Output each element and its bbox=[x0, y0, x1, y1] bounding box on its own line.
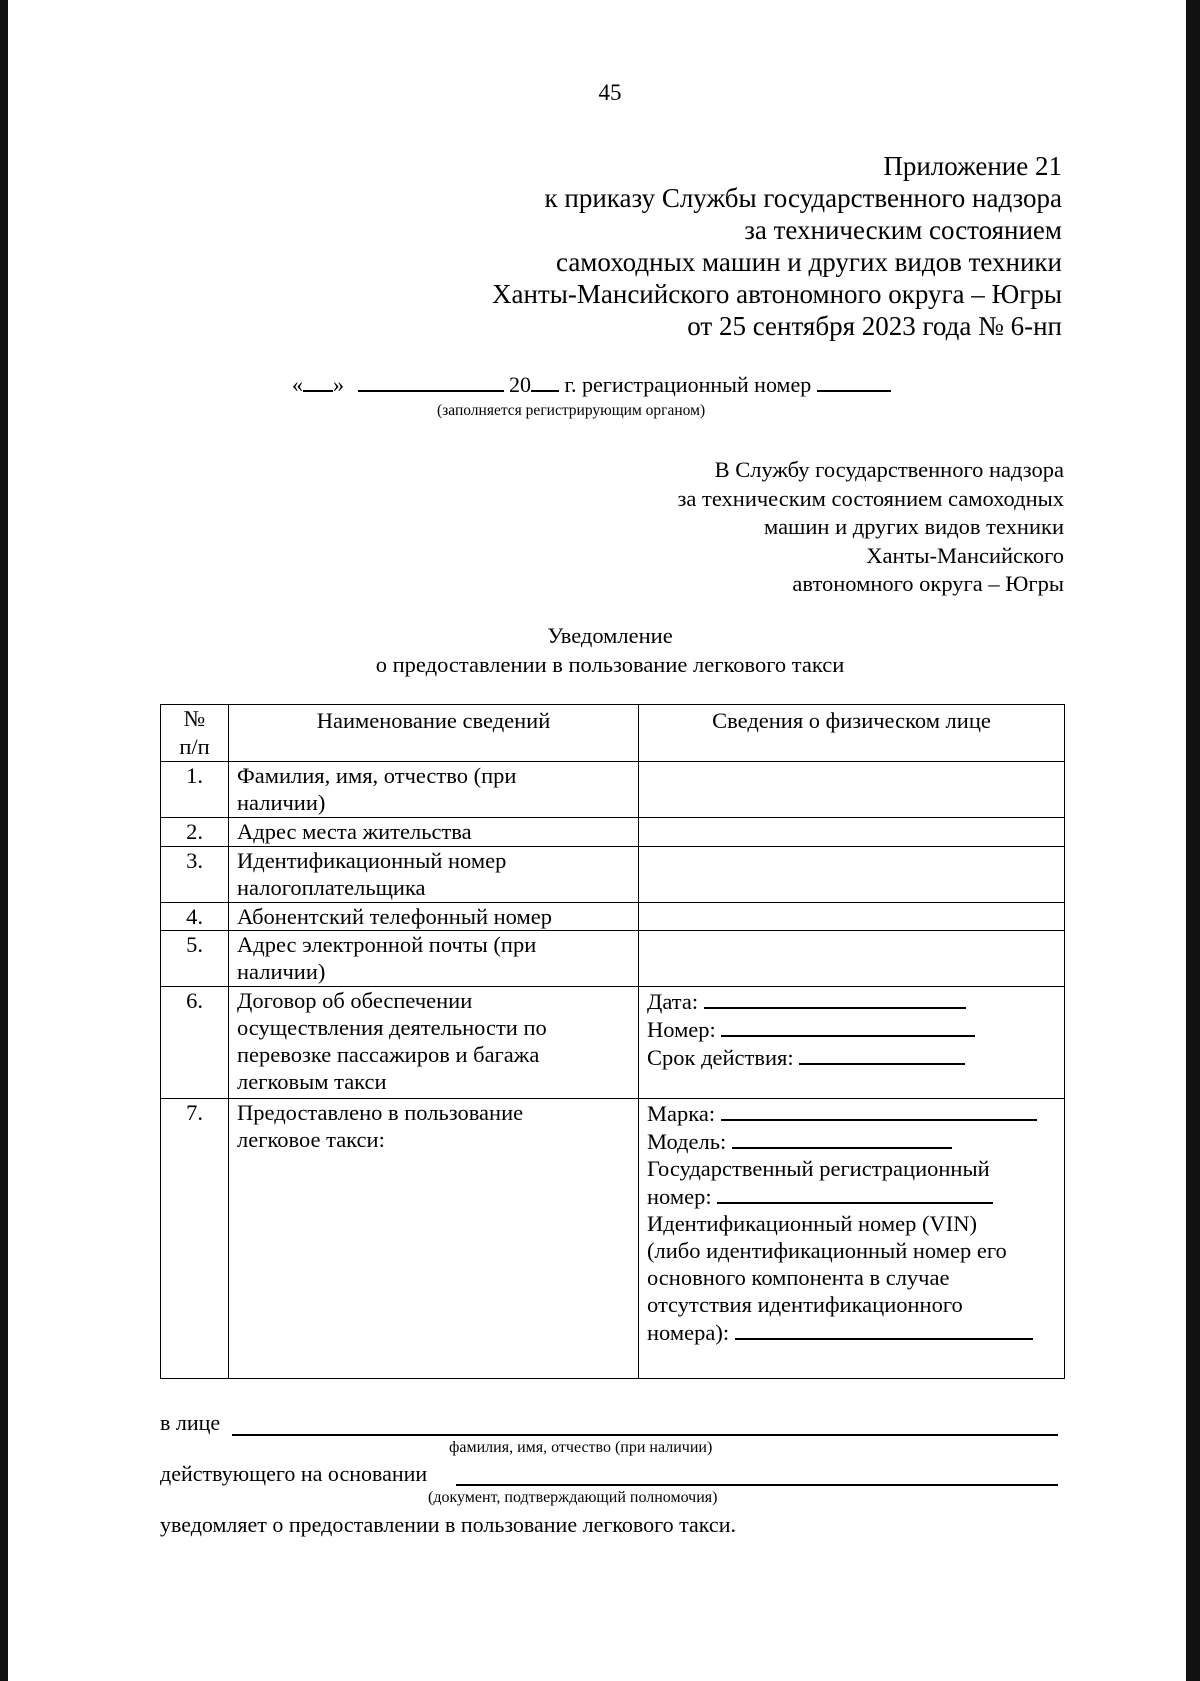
scan-edge-right bbox=[1186, 0, 1200, 1681]
row-value-cell[interactable] bbox=[639, 931, 1065, 987]
contract-fields-cell bbox=[639, 987, 1065, 1099]
taxi-fields-cell bbox=[639, 1099, 1065, 1379]
acting-label: действующего на основании bbox=[160, 1461, 428, 1486]
quote-open: « bbox=[292, 372, 303, 397]
vin-label-2: (либо идентификационный номер его bbox=[647, 1238, 1007, 1263]
month-blank[interactable] bbox=[358, 372, 504, 392]
day-blank[interactable] bbox=[303, 372, 333, 392]
contract-date-label: Дата: bbox=[647, 989, 699, 1014]
appendix-line: самоходных машин и других видов техники bbox=[556, 247, 1062, 277]
registration-number-blank[interactable] bbox=[817, 372, 891, 392]
vin-label-5: номера): bbox=[647, 1320, 730, 1345]
row-number: 7. bbox=[161, 1099, 229, 1379]
contract-date-blank[interactable] bbox=[704, 987, 966, 1009]
table-header-row bbox=[161, 705, 1065, 762]
addressee-line: Ханты-Мансийского bbox=[866, 542, 1064, 568]
header-name: Наименование сведений bbox=[229, 705, 639, 762]
reg-number-label: Государственный регистрационный bbox=[647, 1156, 990, 1181]
row-number: 1. bbox=[161, 762, 229, 818]
row-number: 6. bbox=[161, 987, 229, 1099]
model-label: Модель: bbox=[647, 1129, 727, 1154]
in-person-label: в лице bbox=[160, 1410, 221, 1435]
table-row bbox=[161, 903, 1065, 931]
contract-number-label: Номер: bbox=[647, 1017, 716, 1042]
addressee-line: машин и других видов техники bbox=[763, 514, 1064, 539]
row-number: 2. bbox=[161, 818, 229, 847]
in-person-blank[interactable] bbox=[232, 1434, 1058, 1436]
table-row bbox=[161, 762, 1065, 818]
appendix-line: к приказу Службы государственного надзора bbox=[544, 183, 1062, 213]
row-number: 5. bbox=[161, 931, 229, 987]
row-name: Договор об обеспечении осуществления деятельности по перевозке пассажиров и багажа легковым такси bbox=[229, 987, 639, 1099]
row-name: Адрес места жительства bbox=[229, 818, 639, 847]
scan-edge-left bbox=[0, 0, 8, 1681]
row-name: Адрес электронной почты (при наличии) bbox=[229, 931, 639, 987]
document-title: Уведомление bbox=[547, 623, 673, 648]
contract-term-blank[interactable] bbox=[799, 1043, 965, 1065]
year-blank[interactable] bbox=[531, 372, 559, 392]
brand-blank[interactable] bbox=[721, 1099, 1037, 1121]
addressee-line: В Службу государственного надзора bbox=[714, 457, 1064, 482]
table-row bbox=[161, 987, 1065, 1099]
acting-blank[interactable] bbox=[456, 1484, 1058, 1486]
row-number: 3. bbox=[161, 847, 229, 903]
row-name: Фамилия, имя, отчество (при наличии) bbox=[229, 762, 639, 818]
reg-number-label-2: номер: bbox=[647, 1184, 712, 1209]
model-blank[interactable] bbox=[732, 1127, 952, 1149]
addressee-line: за техническим состоянием самоходных bbox=[677, 485, 1064, 511]
table-row bbox=[161, 1099, 1065, 1379]
acting-note: (документ, подтверждающий полномочия) bbox=[428, 1489, 718, 1506]
table-row bbox=[161, 818, 1065, 847]
appendix-line: за техническим состоянием bbox=[744, 215, 1062, 245]
appendix-header bbox=[492, 150, 1062, 342]
contract-number-blank[interactable] bbox=[721, 1015, 975, 1037]
quote-close: » bbox=[333, 372, 344, 397]
registration-note: (заполняется регистрирующим органом) bbox=[437, 402, 706, 419]
appendix-line: Приложение 21 bbox=[883, 151, 1062, 181]
row-name: Абонентский телефонный номер bbox=[229, 903, 639, 931]
row-value-cell[interactable] bbox=[639, 847, 1065, 903]
header-info: Сведения о физическом лице bbox=[639, 705, 1065, 762]
addressee-block bbox=[678, 456, 1065, 599]
page-number: 45 bbox=[598, 80, 622, 105]
notification-table bbox=[160, 704, 1065, 1379]
row-number: 4. bbox=[161, 903, 229, 931]
row-value-cell[interactable] bbox=[639, 818, 1065, 847]
registration-line bbox=[292, 372, 891, 398]
appendix-line: Ханты-Мансийского автономного округа – Югры bbox=[492, 279, 1062, 309]
vin-blank[interactable] bbox=[735, 1318, 1033, 1340]
row-name: Идентификационный номер налогоплательщика bbox=[229, 847, 639, 903]
vin-label-3: основного компонента в случае bbox=[647, 1265, 950, 1290]
appendix-line: от 25 сентября 2023 года № 6-нп bbox=[687, 311, 1062, 341]
vin-label: Идентификационный номер (VIN) bbox=[647, 1211, 977, 1236]
in-person-note: фамилия, имя, отчество (при наличии) bbox=[449, 1439, 713, 1456]
brand-label: Марка: bbox=[647, 1101, 716, 1126]
addressee-line: автономного округа – Югры bbox=[792, 571, 1064, 596]
header-num: № п/п bbox=[161, 705, 229, 762]
vin-label-4: отсутствия идентификационного bbox=[647, 1292, 963, 1317]
year-prefix: 20 bbox=[509, 372, 531, 397]
row-value-cell[interactable] bbox=[639, 762, 1065, 818]
row-value-cell[interactable] bbox=[639, 903, 1065, 931]
contract-term-label: Срок действия: bbox=[647, 1045, 794, 1070]
registration-label: г. регистрационный номер bbox=[564, 372, 812, 397]
closing-statement: уведомляет о предоставлении в пользование легкового такси. bbox=[160, 1512, 736, 1537]
table-row bbox=[161, 931, 1065, 987]
table-row bbox=[161, 847, 1065, 903]
reg-number-blank[interactable] bbox=[717, 1182, 993, 1204]
row-name: Предоставлено в пользование легковое такси: bbox=[229, 1099, 639, 1379]
document-subtitle: о предоставлении в пользование легкового такси bbox=[375, 652, 845, 677]
